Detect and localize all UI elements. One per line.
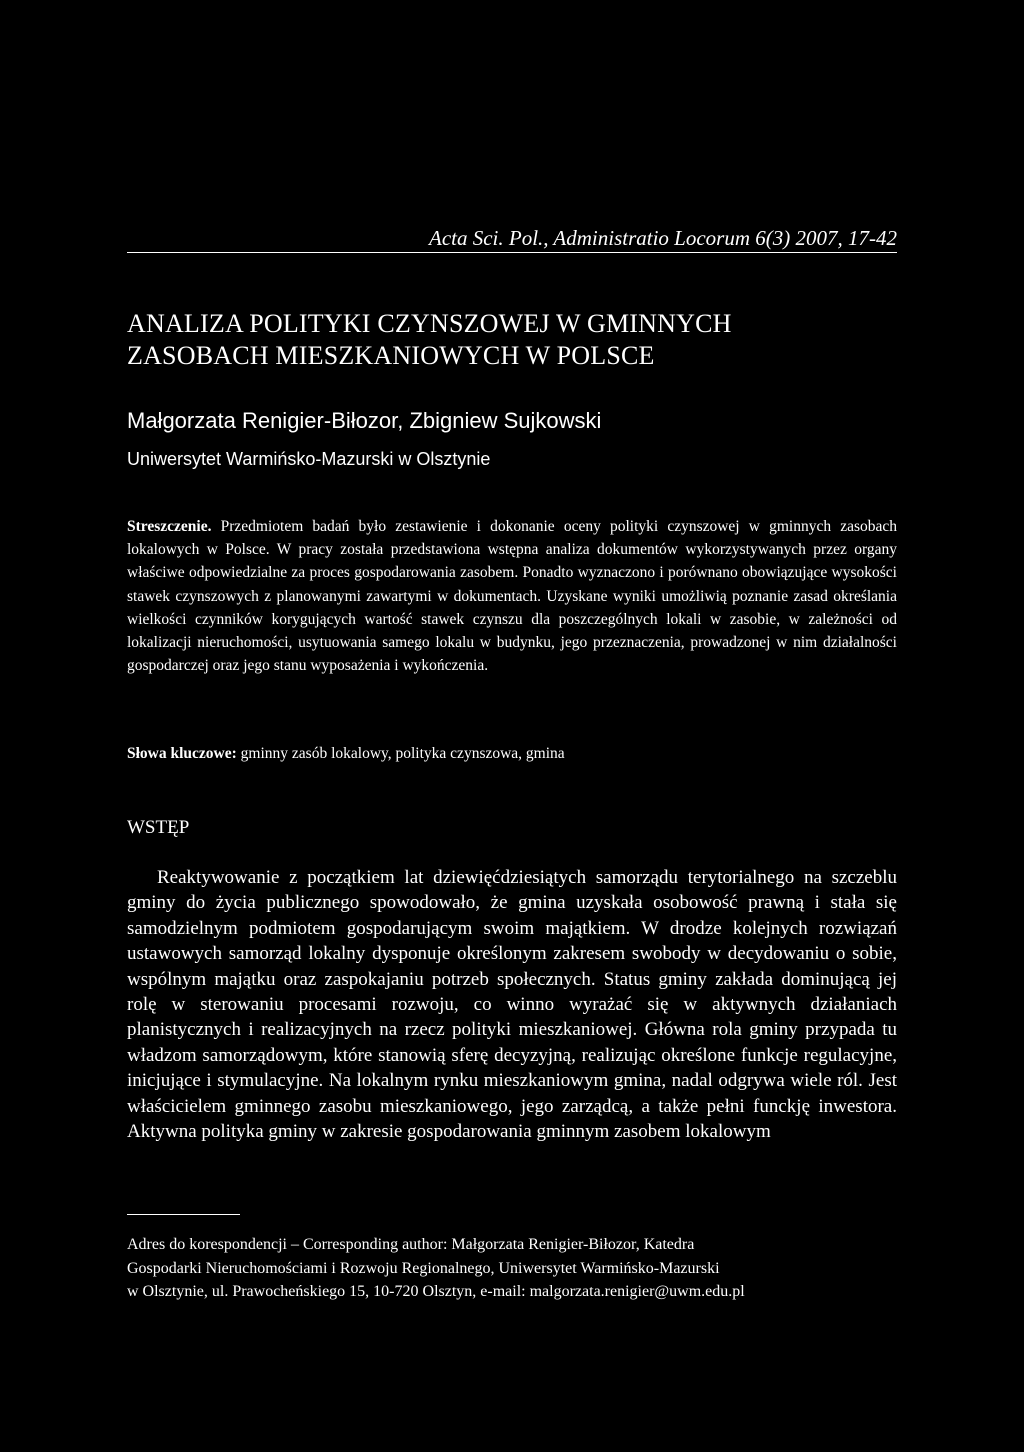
keywords: [127, 743, 897, 765]
authors: Małgorzata Renigier-Biłozor, Zbigniew Sujkowski: [127, 408, 602, 433]
footnote: [127, 1233, 897, 1304]
keywords-text: gminny zasób lokalowy, polityka czynszowa, gmina: [240, 745, 565, 762]
paper-page: [127, 0, 897, 1452]
journal-header: Acta Sci. Pol., Administratio Locorum 6(3) 2007, 17-42: [127, 225, 897, 253]
paper-title: [127, 308, 897, 372]
section-heading: WSTĘP: [127, 817, 190, 838]
body-paragraph: Reaktywowanie z początkiem lat dziewięćdziesiątych samorządu terytorialnego na szczeblu gminy do życia publicznego spowodowało, że gmina uzyskała osobowość prawną i stała się samodzielnym podmiotem gospodarującym swoim majątkiem. W drodze kolejnych rozwiązań ustawowych samorząd lokalny dysponuje określonym zakresem swobody w decydowaniu o sobie, wspólnym majątku oraz zaspokajaniu potrzeb społecznych. Status gminy zakłada dominującą jej rolę w sterowaniu procesami rozwoju, co winno wyrażać się w aktywnych działaniach planistycznych i realizacyjnych na rzecz polityki mieszkaniowej. Główna rola gminy przypada tu władzom samorządowym, które stanowią sferę decyzyjną, realizując określone funkcje regulacyjne, inicjujące i stymulacyjne. Na lokalnym rynku mieszkaniowym gmina, nadal odgrywa wiele ról. Jest właścicielem gminnego zasobu mieszkaniowego, jego zarządcą, a także pełni funckję inwestora. Aktywna polityka gminy w zakresie gospodarowania gminnym zasobem lokalowym: [127, 867, 897, 1143]
title-line: ZASOBACH MIESZKANIOWYCH W POLSCE: [127, 341, 655, 370]
abstract-label: Streszczenie.: [127, 518, 212, 535]
abstract: [127, 515, 897, 677]
affiliation: Uniwersytet Warmińsko-Mazurski w Olsztynie: [127, 449, 491, 469]
footnote-line: Gospodarki Nieruchomościami i Rozwoju Regionalnego, Uniwersytet Warmińsko-Mazurski: [127, 1259, 720, 1277]
footnote-line: Adres do korespondencji – Corresponding author: Małgorzata Renigier-Biłozor, Katedra: [127, 1236, 695, 1253]
title-line: ANALIZA POLITYKI CZYNSZOWEJ W GMINNYCH: [127, 309, 732, 338]
footnote-line: w Olsztynie, ul. Prawocheńskiego 15, 10-720 Olsztyn, e-mail: malgorzata.renigier@uwm.edu.pl: [127, 1283, 745, 1300]
abstract-text: Przedmiotem badań było zestawienie i dokonanie oceny polityki czynszowej w gminnych zasobach lokalowych w Polsce. W pracy została przedstawiona wstępna analiza dokumentów wykorzystywanych przez organy właściwe odpowiedzialne za proces gospodarowania zasobem. Ponadto wyznaczono i porównano obowiązujące wysokości stawek czynszowych z planowanymi zawartymi w dokumentach. Uzyskane wyniki umożliwią poznanie zasad określania wielkości czynników korygujących wartość stawek czynszu dla poszczególnych lokali w zasobie, w zależności od lokalizacji nieruchomości, usytuowania samego lokalu w budynku, jego przeznaczenia, prowadzonej w nim działalności gospodarczej oraz jego stanu wyposażenia i wykończenia.: [127, 518, 898, 675]
keywords-label: Słowa kluczowe:: [127, 745, 237, 762]
body-text: [127, 865, 897, 1144]
footnote-rule: [127, 1214, 240, 1215]
